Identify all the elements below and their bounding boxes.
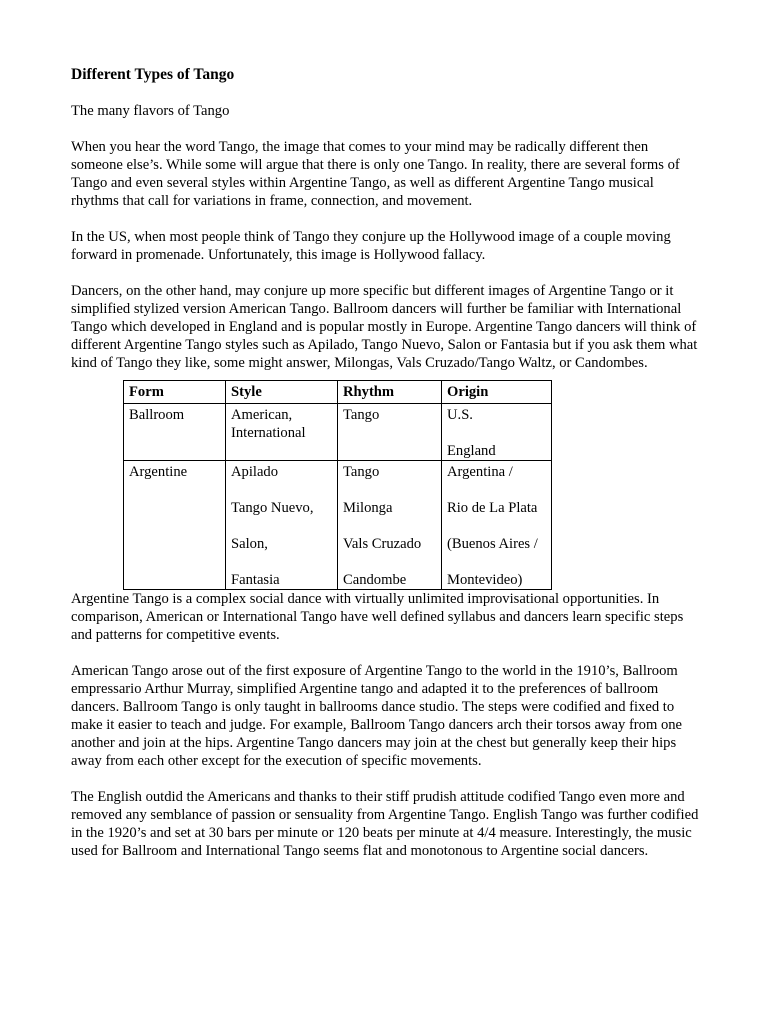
cell-origin: U.S. England — [442, 404, 552, 461]
header-style: Style — [226, 381, 338, 404]
paragraph-intro: When you hear the word Tango, the image that comes to your mind may be radically different then someone else’s. While some will argue that there is only one Tango. In reality, there are several forms of Tango and even several styles within Argentine Tango, as well as different Argentine Tango musical rhythms that call for variations in frame, connection, and movement. — [71, 139, 680, 209]
paragraph-us-image: In the US, when most people think of Tango they conjure up the Hollywood image of a couple moving forward in promenade. Unfortunately, this image is Hollywood fallacy. — [71, 229, 671, 263]
paragraph-dancers: Dancers, on the other hand, may conjure up more specific but different images of Argentine Tango or it simplified stylized version American Tango. Ballroom dancers will further be familiar with International Tango which developed in England and is popular mostly in Europe. Argentine Tango dancers will think of different Argentine Tango styles such as Apilado, Tango Nuevo, Salon or Fantasia but if you ask them what kind of Tango they like, some might answer, Milongas, Vals Cruzado/Tango Waltz, or Candombes. — [71, 283, 698, 371]
table-row — [124, 404, 552, 461]
document-subtitle: The many flavors of Tango — [71, 103, 230, 119]
cell-origin: Argentina / Rio de La Plata (Buenos Aires / Montevideo) — [442, 461, 552, 590]
header-form: Form — [124, 381, 226, 404]
paragraph-english-tango: The English outdid the Americans and thanks to their stiff prudish attitude codified Tango even more and removed any semblance of passion or sensuality from Argentine Tango. English Tango was further codified in the 1920’s and set at 30 bars per minute or 120 beats per minute at 4/4 measure. Interestingly, the music used for Ballroom and International Tango seems flat and monotonous to Argentine social dancers. — [71, 789, 699, 859]
table-row — [124, 461, 552, 590]
cell-rhythm: Tango Milonga Vals Cruzado Candombe — [338, 461, 442, 590]
tango-types-table — [123, 380, 552, 590]
cell-form: Argentine — [124, 461, 226, 590]
cell-style: American, International — [226, 404, 338, 461]
table-header-row — [124, 381, 552, 404]
paragraph-complex-dance: Argentine Tango is a complex social dance with virtually unlimited improvisational opportunities. In comparison, American or International Tango have well defined syllabus and dancers learn specific steps and patterns for competitive events. — [71, 591, 684, 643]
header-origin: Origin — [442, 381, 552, 404]
paragraph-american-tango: American Tango arose out of the first exposure of Argentine Tango to the world in the 1910’s, Ballroom empressario Arthur Murray, simplified Argentine tango and adapted it to the preferences of ballroom dancers. Ballroom Tango is only taught in ballrooms dance studio. The steps were codified and fixed to make it easier to teach and judge. For example, Ballroom Tango dancers arch their torsos away from one another and join at the hips. Argentine Tango dancers may join at the chest but generally keep their hips away from each other except for the execution of specific movements. — [71, 663, 683, 769]
header-rhythm: Rhythm — [338, 381, 442, 404]
cell-form: Ballroom — [124, 404, 226, 461]
document-body — [71, 66, 701, 878]
cell-style: Apilado Tango Nuevo, Salon, Fantasia — [226, 461, 338, 590]
cell-rhythm: Tango — [338, 404, 442, 461]
document-title: Different Types of Tango — [71, 66, 235, 83]
